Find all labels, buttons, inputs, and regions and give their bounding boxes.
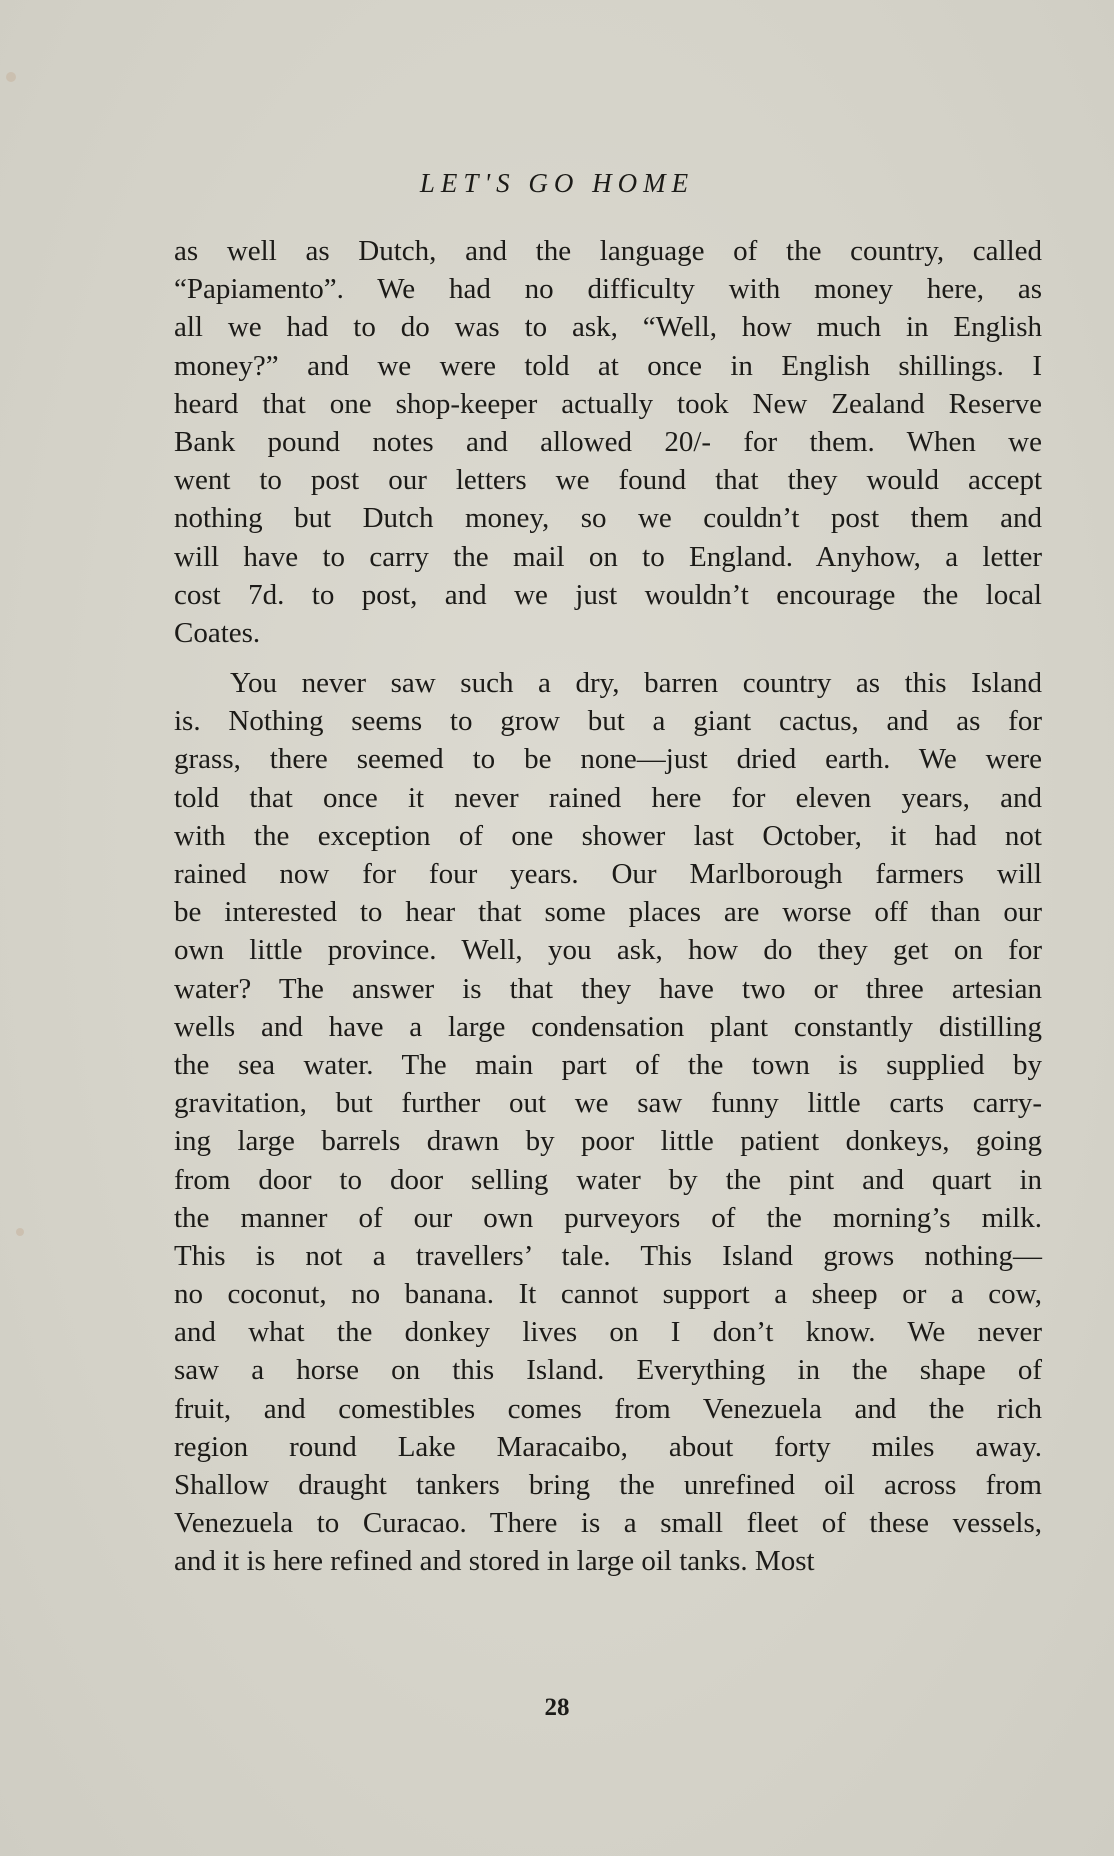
paragraph-gap: [174, 652, 1042, 664]
paragraph: [174, 664, 1042, 1581]
text-line: grass, there seemed to be none—just dried earth. We were: [174, 743, 1042, 776]
paper-speck: [16, 1228, 24, 1236]
text-line: the manner of our own purveyors of the morning’s milk.: [174, 1201, 1042, 1234]
body-text: [174, 232, 1042, 1581]
text-line: with the exception of one shower last October, it had not: [174, 819, 1042, 852]
text-line: ing large barrels drawn by poor little patient donkeys, going: [174, 1125, 1042, 1158]
paper-speck: [6, 72, 16, 82]
text-line: You never saw such a dry, barren country as this Island: [230, 667, 1042, 700]
text-line: went to post our letters we found that they would accept: [174, 464, 1042, 497]
text-line: own little province. Well, you ask, how do they get on for: [174, 934, 1042, 967]
text-line: will have to carry the mail on to England. Anyhow, a letter: [174, 540, 1042, 573]
text-line: cost 7d. to post, and we just wouldn’t encourage the local: [174, 578, 1042, 611]
text-line: rained now for four years. Our Marlborough farmers will: [174, 858, 1042, 890]
text-line: be interested to hear that some places are worse off than our: [174, 896, 1042, 929]
text-line: as well as Dutch, and the language of the country, called: [174, 235, 1042, 267]
text-line: gravitation, but further out we saw funny little carts carry-: [174, 1087, 1042, 1120]
text-line: told that once it never rained here for eleven years, and: [174, 781, 1042, 814]
text-line: region round Lake Maracaibo, about forty miles away.: [174, 1430, 1042, 1463]
text-line: money?” and we were told at once in English shillings. I: [174, 349, 1042, 382]
text-line: Shallow draught tankers bring the unrefined oil across from: [174, 1469, 1042, 1501]
text-line: Venezuela to Curacao. There is a small fleet of these vessels,: [174, 1507, 1042, 1540]
text-line: no coconut, no banana. It cannot support a sheep or a cow,: [174, 1278, 1042, 1311]
text-line: from door to door selling water by the pint and quart in: [174, 1163, 1042, 1196]
text-line: nothing but Dutch money, so we couldn’t post them and: [174, 502, 1042, 535]
paragraph: [174, 232, 1042, 652]
text-line: fruit, and comestibles comes from Venezuela and the rich: [174, 1392, 1042, 1425]
text-line: and it is here refined and stored in large oil tanks. Most: [174, 1545, 815, 1578]
text-line: wells and have a large condensation plant constantly distilling: [174, 1010, 1042, 1043]
text-line: This is not a travellers’ tale. This Island grows nothing—: [174, 1239, 1042, 1272]
text-line: “Papiamento”. We had no difficulty with money here, as: [174, 273, 1042, 306]
text-line: all we had to do was to ask, “Well, how much in English: [174, 311, 1042, 344]
text-line: Coates.: [174, 616, 261, 649]
text-line: is. Nothing seems to grow but a giant cactus, and as for: [174, 705, 1042, 738]
text-line: water? The answer is that they have two or three artesian: [174, 972, 1042, 1005]
text-line: and what the donkey lives on I don’t know. We never: [174, 1316, 1042, 1349]
text-line: Bank pound notes and allowed 20/- for them. When we: [174, 425, 1042, 458]
text-line: heard that one shop-keeper actually took New Zealand Reserve: [174, 387, 1042, 420]
page-number: 28: [544, 1694, 570, 1721]
running-head: LET'S GO HOME: [419, 168, 695, 198]
text-line: the sea water. The main part of the town is supplied by: [174, 1048, 1042, 1081]
text-line: saw a horse on this Island. Everything in the shape of: [174, 1354, 1042, 1387]
